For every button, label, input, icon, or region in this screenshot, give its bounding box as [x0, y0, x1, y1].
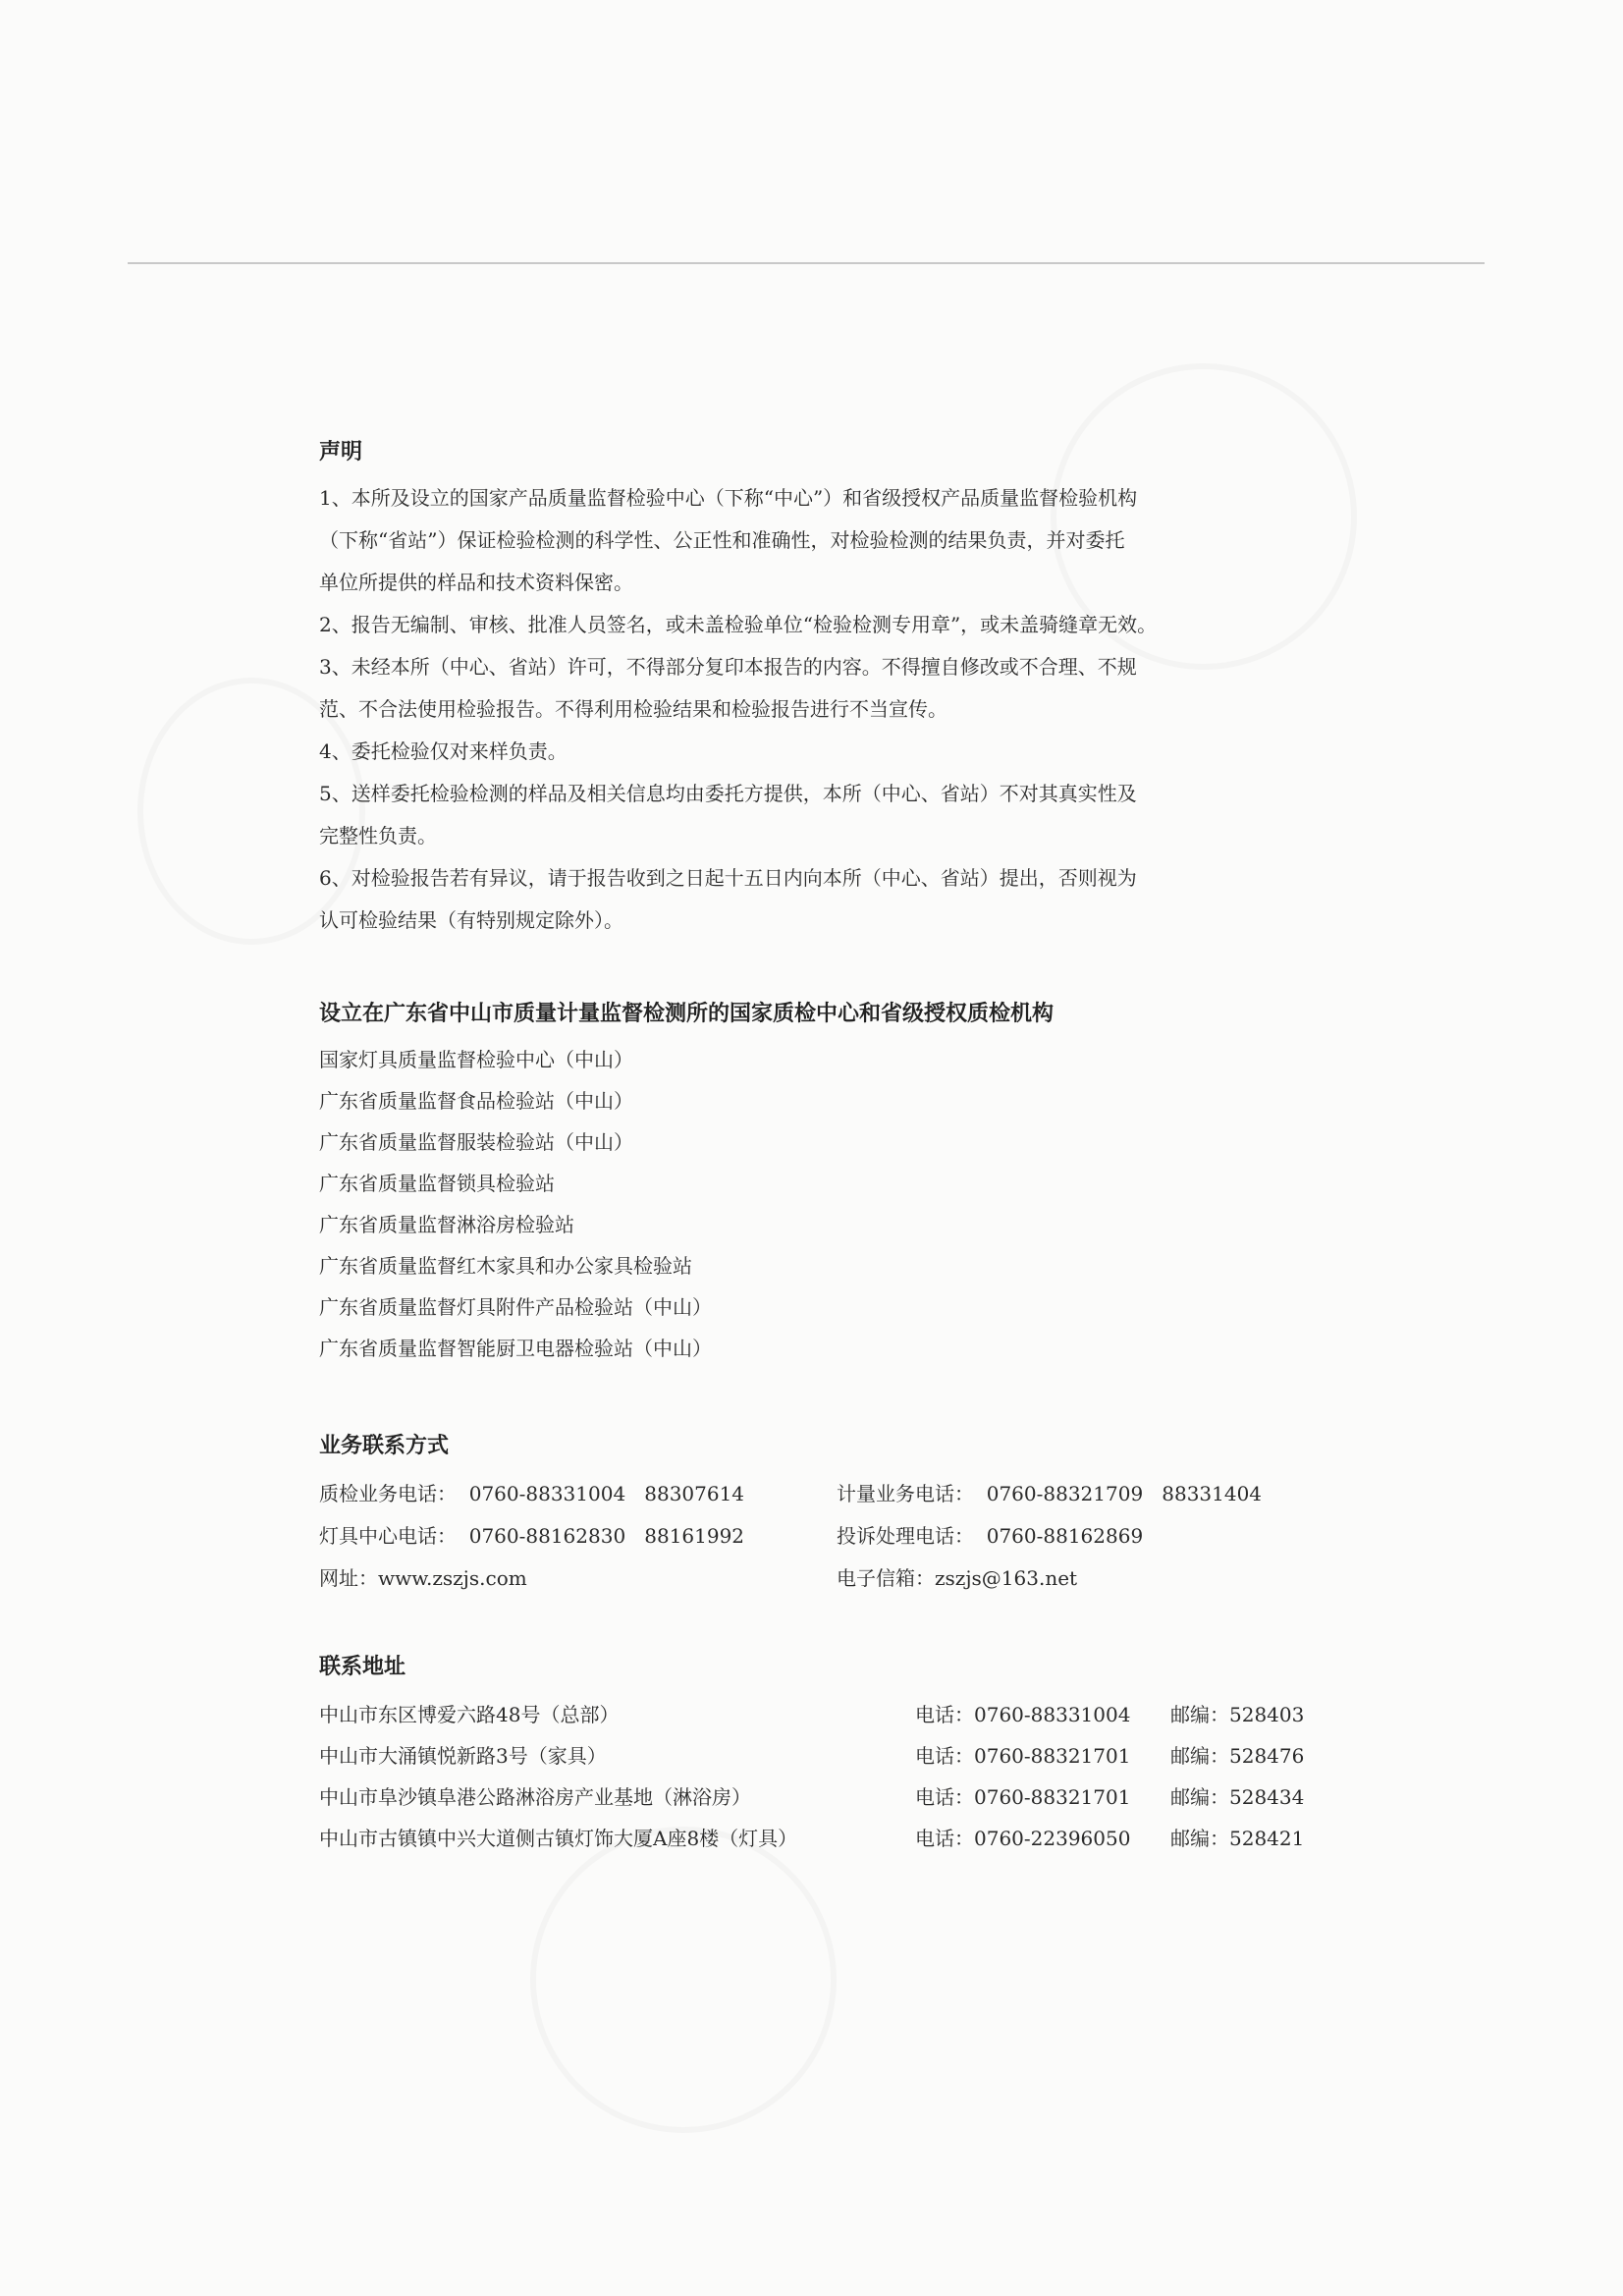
institution-item: 广东省质量监督食品检验站（中山）	[319, 1089, 633, 1113]
declaration-line: 3、未经本所（中心、省站）许可，不得部分复印本报告的内容。不得擅自修改或不合理、不规	[319, 655, 1137, 679]
phone-text: 电话：0760-22396050	[915, 1827, 1131, 1850]
address-text: 中山市古镇镇中兴大道侧古镇灯饰大厦A座8楼（灯具）	[319, 1827, 798, 1850]
email-text[interactable]: 电子信箱：zszjs@163.net	[837, 1566, 1078, 1590]
faded-stamp	[530, 1827, 837, 2133]
declaration-list	[319, 477, 1157, 942]
contact-section	[319, 1429, 1262, 1600]
address-title: 联系地址	[319, 1654, 406, 1679]
institution-item: 广东省质量监督淋浴房检验站	[319, 1213, 574, 1236]
declaration-line: 1、本所及设立的国家产品质量监督检验中心（下称“中心”）和省级授权产品质量监督检验机构	[319, 486, 1138, 510]
institution-item: 广东省质量监督锁具检验站	[319, 1172, 555, 1195]
address-text: 中山市阜沙镇阜港公路淋浴房产业基地（淋浴房）	[319, 1785, 751, 1809]
address-row	[319, 1777, 1304, 1818]
postcode-text: 邮编：528476	[1170, 1744, 1305, 1768]
declaration-title: 声明	[319, 439, 363, 465]
address-row	[319, 1694, 1304, 1735]
phone-text: 电话：0760-88331004	[915, 1703, 1131, 1726]
declaration-line: 4、委托检验仅对来样负责。	[319, 739, 568, 763]
address-text: 中山市东区博爱六路48号（总部）	[319, 1703, 620, 1726]
postcode-text: 邮编：528434	[1170, 1785, 1305, 1809]
institution-item: 广东省质量监督红木家具和办公家具检验站	[319, 1254, 692, 1278]
institutions-list	[319, 1039, 1054, 1369]
contact-row	[319, 1473, 1262, 1515]
contact-row	[319, 1558, 1262, 1600]
institutions-section	[319, 997, 1054, 1369]
contact-cell: 投诉处理电话： 0760-88162869	[837, 1524, 1144, 1548]
phone-text: 电话：0760-88321701	[915, 1744, 1131, 1768]
postcode-text: 邮编：528421	[1170, 1827, 1305, 1850]
website-text[interactable]: 网址：www.zszjs.com	[319, 1566, 527, 1590]
institution-item: 广东省质量监督智能厨卫电器检验站（中山）	[319, 1337, 712, 1360]
declaration-line: （下称“省站”）保证检验检测的科学性、公正性和准确性，对检验检测的结果负责，并对委托	[319, 528, 1125, 552]
declaration-line: 2、报告无编制、审核、批准人员签名，或未盖检验单位“检验检测专用章”，或未盖骑缝章无效。	[319, 613, 1158, 636]
declaration-line: 5、送样委托检验检测的样品及相关信息均由委托方提供，本所（中心、省站）不对其真实性及	[319, 782, 1137, 805]
address-row	[319, 1735, 1304, 1777]
contact-cell: 灯具中心电话： 0760-88162830 88161992	[319, 1524, 745, 1548]
declaration-line: 单位所提供的样品和技术资料保密。	[319, 571, 633, 594]
top-divider	[128, 262, 1485, 264]
contact-title: 业务联系方式	[319, 1433, 450, 1458]
contact-cell: 质检业务电话： 0760-88331004 88307614	[319, 1482, 745, 1505]
address-row	[319, 1818, 1304, 1859]
contact-row	[319, 1515, 1262, 1558]
declaration-section	[319, 435, 1157, 942]
declaration-line: 认可检验结果（有特别规定除外）。	[319, 908, 623, 932]
declaration-line: 6、对检验报告若有异议，请于报告收到之日起十五日内向本所（中心、省站）提出，否则视为	[319, 866, 1137, 890]
contact-cell: 计量业务电话： 0760-88321709 88331404	[837, 1482, 1263, 1505]
institution-item: 广东省质量监督服装检验站（中山）	[319, 1130, 633, 1154]
postcode-text: 邮编：528403	[1170, 1703, 1305, 1726]
address-text: 中山市大涌镇悦新路3号（家具）	[319, 1744, 607, 1768]
institution-item: 广东省质量监督灯具附件产品检验站（中山）	[319, 1295, 712, 1319]
phone-text: 电话：0760-88321701	[915, 1785, 1131, 1809]
address-section	[319, 1650, 1304, 1859]
declaration-line: 范、不合法使用检验报告。不得利用检验结果和检验报告进行不当宣传。	[319, 697, 947, 721]
institution-item: 国家灯具质量监督检验中心（中山）	[319, 1048, 633, 1071]
declaration-line: 完整性负责。	[319, 824, 437, 847]
institutions-title: 设立在广东省中山市质量计量监督检测所的国家质检中心和省级授权质检机构	[319, 1001, 1055, 1026]
